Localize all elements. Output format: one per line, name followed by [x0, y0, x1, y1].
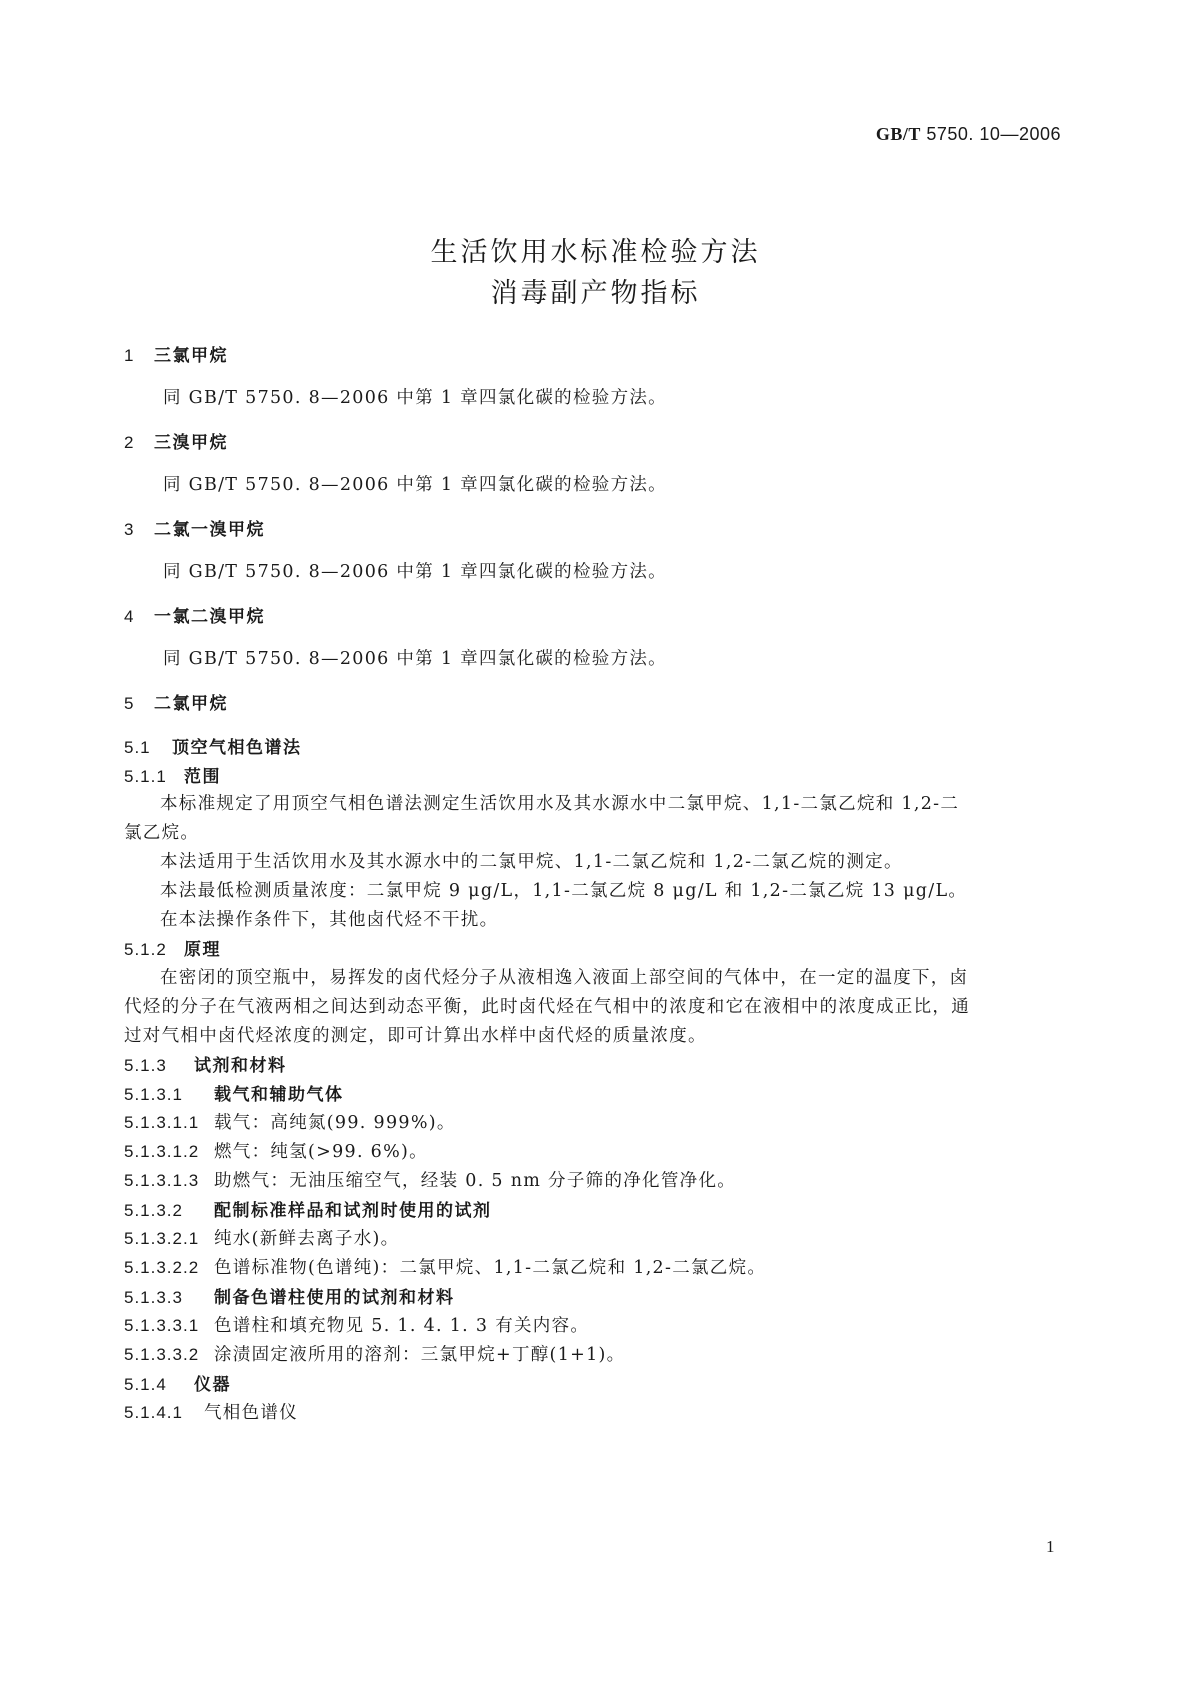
clause-5-1-3-3-2: 5.1.3.3.2 涂渍固定液所用的溶剂：三氯甲烷+丁醇(1+1)。 — [124, 1345, 626, 1365]
section-heading-5-1-1: 5.1.1 范围 — [124, 767, 221, 787]
principle-line-2: 代烃的分子在气液两相之间达到动态平衡，此时卤代烃在气相中的浓度和它在液相中的浓度成正比，通 — [124, 997, 970, 1017]
scope-paragraph-1-line-2: 氯乙烷。 — [124, 823, 200, 843]
section-heading-2: 2 三溴甲烷 — [124, 433, 228, 453]
clause-5-1-3-2-2: 5.1.3.2.2 色谱标准物(色谱纯)：二氯甲烷、1,1-二氯乙烷和 1,2-二氯乙烷。 — [124, 1258, 767, 1278]
principle-line-3: 过对气相中卤代烃浓度的测定，即可计算出水样中卤代烃的质量浓度。 — [124, 1026, 707, 1046]
scope-paragraph-2: 本法适用于生活饮用水及其水源水中的二氯甲烷、1,1-二氯乙烷和 1,2-二氯乙烷的测定。 — [160, 852, 903, 872]
clause-5-1-3-2-1: 5.1.3.2.1 纯水(新鲜去离子水)。 — [124, 1229, 400, 1249]
clause-5-1-3-3-1: 5.1.3.3.1 色谱柱和填充物见 5. 1. 4. 1. 3 有关内容。 — [124, 1316, 590, 1336]
scope-paragraph-1-line-1: 本标准规定了用顶空气相色谱法测定生活饮用水及其水源水中二氯甲烷、1,1-二氯乙烷和 1,2-二 — [160, 794, 960, 814]
standard-prefix: GB/T — [875, 124, 921, 144]
section-body-2: 同 GB/T 5750. 8—2006 中第 1 章四氯化碳的检验方法。 — [163, 475, 667, 495]
section-body-3: 同 GB/T 5750. 8—2006 中第 1 章四氯化碳的检验方法。 — [163, 562, 667, 582]
section-heading-5: 5 二氯甲烷 — [124, 694, 228, 714]
document-subtitle: 消毒副产物指标 — [490, 278, 701, 309]
section-body-4: 同 GB/T 5750. 8—2006 中第 1 章四氯化碳的检验方法。 — [163, 649, 667, 669]
clause-5-1-3-1-1: 5.1.3.1.1 载气：高纯氮(99. 999%)。 — [124, 1113, 456, 1133]
clause-5-1-4-1: 5.1.4.1 气相色谱仪 — [124, 1403, 298, 1423]
scope-paragraph-4: 在本法操作条件下，其他卤代烃不干扰。 — [160, 910, 499, 930]
section-heading-5-1-4: 5.1.4 仪器 — [124, 1375, 231, 1395]
document-title: 生活饮用水标准检验方法 — [430, 237, 761, 268]
clause-5-1-3-1-2: 5.1.3.1.2 燃气：纯氢(>99. 6%)。 — [124, 1142, 428, 1162]
section-body-1: 同 GB/T 5750. 8—2006 中第 1 章四氯化碳的检验方法。 — [163, 388, 667, 408]
page-number: 1 — [1046, 1537, 1055, 1556]
section-heading-4: 4 一氯二溴甲烷 — [124, 607, 265, 627]
scope-paragraph-3: 本法最低检测质量浓度：二氯甲烷 9 μg/L，1,1-二氯乙烷 8 μg/L 和 1,2-二氯乙烷 13 μg/L。 — [160, 881, 968, 901]
section-heading-3: 3 二氯一溴甲烷 — [124, 520, 265, 540]
clause-5-1-3-1-3: 5.1.3.1.3 助燃气：无油压缩空气，经装 0. 5 nm 分子筛的净化管净化。 — [124, 1171, 737, 1191]
section-heading-5-1-3: 5.1.3 试剂和材料 — [124, 1056, 287, 1076]
standard-number: 5750. 10—2006 — [920, 124, 1061, 144]
section-heading-5-1-2: 5.1.2 原理 — [124, 940, 221, 960]
section-heading-1: 1 三氯甲烷 — [124, 346, 228, 366]
principle-line-1: 在密闭的顶空瓶中，易挥发的卤代烃分子从液相逸入液面上部空间的气体中，在一定的温度下，卤 — [160, 968, 969, 988]
section-heading-5-1: 5.1 顶空气相色谱法 — [124, 738, 302, 758]
section-heading-5-1-3-1: 5.1.3.1 载气和辅助气体 — [124, 1085, 344, 1105]
standard-code — [876, 124, 1061, 145]
section-heading-5-1-3-3: 5.1.3.3 制备色谱柱使用的试剂和材料 — [124, 1288, 455, 1308]
section-heading-5-1-3-2: 5.1.3.2 配制标准样品和试剂时使用的试剂 — [124, 1201, 492, 1221]
